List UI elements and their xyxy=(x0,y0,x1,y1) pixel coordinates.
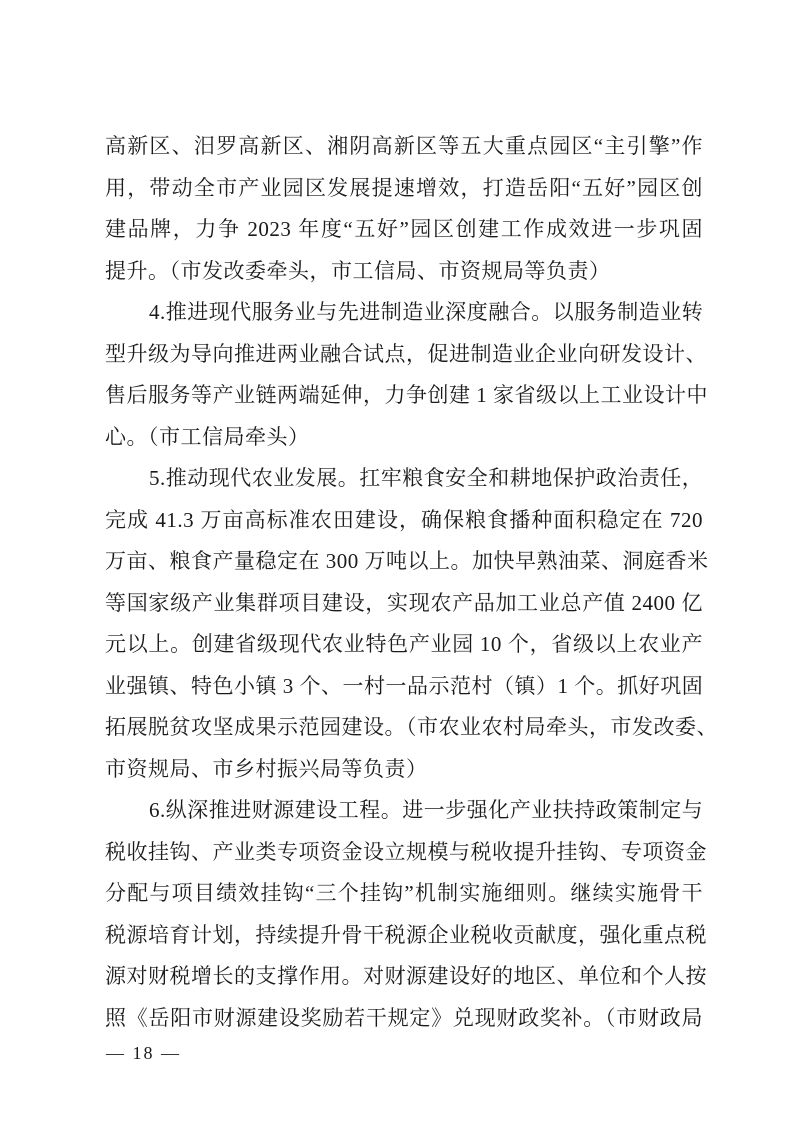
text-line: 业强镇、特色小镇 3 个、一村一品示范村（镇）1 个。抓好巩固 xyxy=(105,673,704,698)
text-line-item-5-start: 5.推动现代农业发展。扛牢粮食安全和耕地保护政治责任， xyxy=(149,466,704,490)
text-line: 拓展脱贫攻坚成果示范园建设。（市农业农村局牵头，市发改委、 xyxy=(105,715,718,739)
text-line: 用，带动全市产业园区发展提速增效，打造岳阳“五好”园区创 xyxy=(105,175,703,200)
text-line: 高新区、汨罗高新区、湘阴高新区等五大重点园区“主引擎”作 xyxy=(105,134,703,158)
text-line: 元以上。创建省级现代农业特色产业园 10 个，省级以上农业产 xyxy=(105,632,703,656)
text-line-paragraph-end: 心。（市工信局牵头） xyxy=(105,424,310,449)
text-line: 完成 41.3 万亩高标准农田建设，确保粮食播种面积稳定在 720 xyxy=(105,507,703,532)
text-line-paragraph-end: 市资规局、市乡村振兴局等负责） xyxy=(105,756,428,781)
text-line: 建品牌，力争 2023 年度“五好”园区创建工作成效进一步巩固 xyxy=(105,217,703,241)
text-line-item-6-start: 6.纵深推进财源建设工程。进一步强化产业扶持政策制定与 xyxy=(149,798,704,822)
text-line: 等国家级产业集群项目建设，实现农产品加工业总产值 2400 亿 xyxy=(105,590,703,615)
page-number: — 18 — xyxy=(106,1043,181,1063)
text-line: 售后服务等产业链两端延伸，力争创建 1 家省级以上工业设计中 xyxy=(105,383,708,407)
text-line: 型升级为导向推进两业融合试点，促进制造业企业向研发设计、 xyxy=(105,341,707,366)
text-line-paragraph-end: 提升。（市发改委牵头，市工信局、市资规局等负责） xyxy=(105,258,611,283)
text-line: 万亩、粮食产量稳定在 300 万吨以上。加快早熟油菜、洞庭香米 xyxy=(105,549,709,573)
text-line: 税源培育计划，持续提升骨干税源企业税收贡献度，强化重点税 xyxy=(105,922,707,947)
text-line: 照《岳阳市财源建设奖励若干规定》兑现财政奖补。（市财政局 xyxy=(105,1005,703,1030)
document-body xyxy=(105,126,718,1039)
text-line-item-4-start: 4.推进现代服务业与先进制造业深度融合。以服务制造业转 xyxy=(149,300,704,324)
text-line: 税收挂钩、产业类专项资金设立规模与税收提升挂钩、专项资金 xyxy=(105,839,707,864)
text-line: 源对财税增长的支撑作用。对财源建设好的地区、单位和个人按 xyxy=(105,964,707,988)
text-line: 分配与项目绩效挂钩“三个挂钩”机制实施细则。继续实施骨干 xyxy=(105,881,703,905)
